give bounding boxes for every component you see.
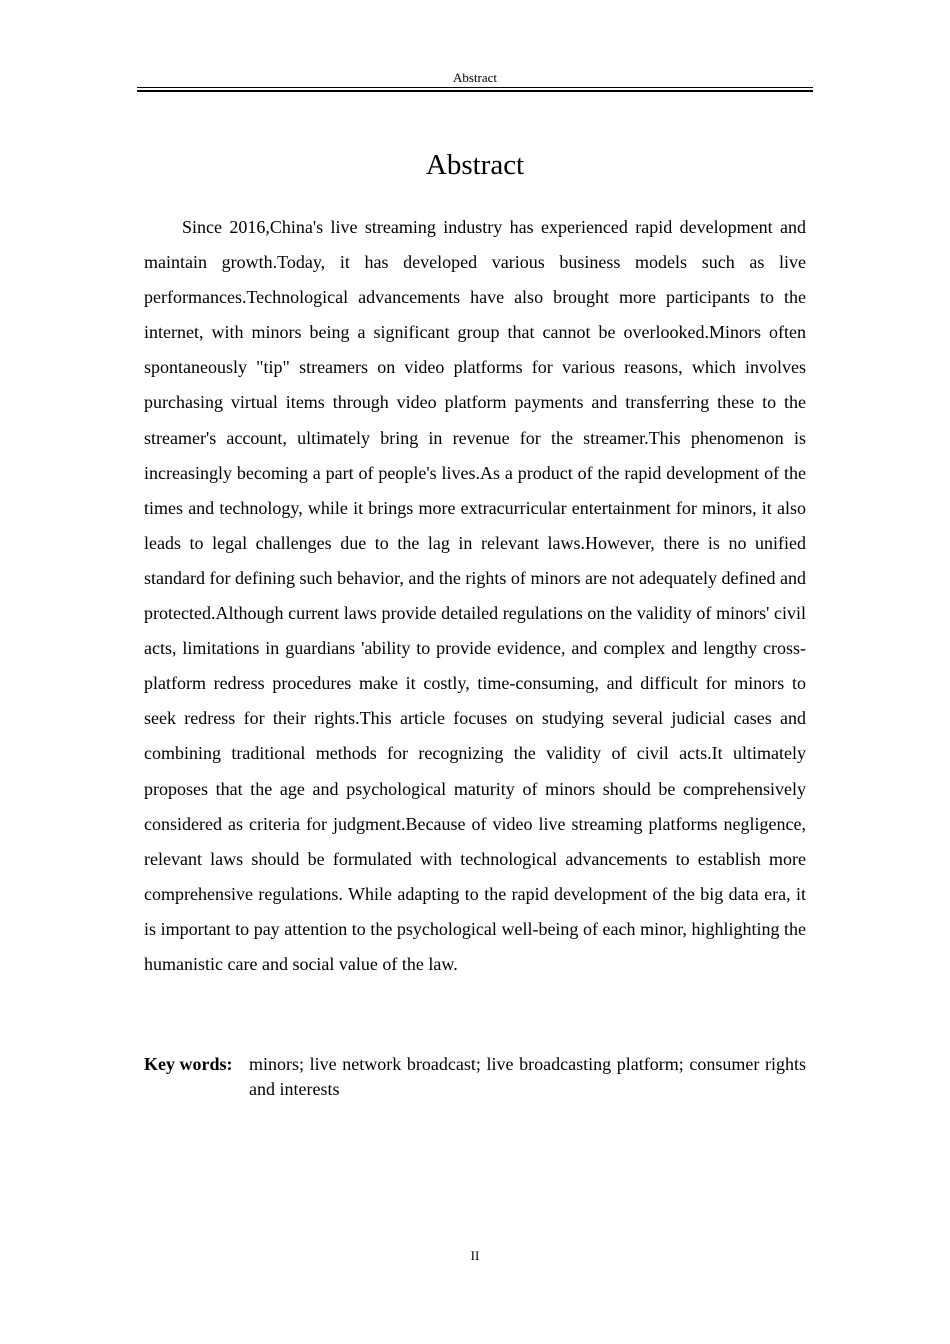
abstract-body: Since 2016,China's live streaming industry has experienced rapid development and maintain growth.Today, it has developed various business models such as live performances.Technological advancements have also brought more participants to the internet, with minors being a significant group that cannot be overlooked.Minors often spontaneously "tip" streamers on video platforms for various reasons, which involves purchasing virtual items through video platform payments and transferring these to the streamer's account, ultimately bring in revenue for the streamer.This phenomenon is increasingly becoming a part of people's lives.As a product of the rapid development of the times and technology, while it brings more extracurricular entertainment for minors, it also leads to legal challenges due to the lag in relevant laws.However, there is no unified standard for defining such behavior, and the rights of minors are not adequately defined and protected.Although current laws provide detailed regulations on the validity of minors' civil acts, limitations in guardians 'ability to provide evidence, and complex and lengthy cross-platform redress procedures make it costly, time-consuming, and difficult for minors to seek redress for their rights.This article focuses on studying several judicial cases and combining traditional methods for recognizing the validity of civil acts.It ultimately proposes that the age and psychological maturity of minors should be comprehensively considered as criteria for judgment.Because of video live streaming platforms negligence, relevant laws should be formulated with technological advancements to establish more comprehensive regulations. While adapting to the rapid development of the big data era, it is important to pay attention to the psychological well-being of each minor, highlighting the humanistic care and social value of the law. — [144, 217, 806, 974]
page-title: Abstract — [425, 149, 525, 181]
header-rule-thick — [137, 90, 813, 93]
keywords-text: minors; live network broadcast; live broadcasting platform; consumer rights and interests — [249, 1054, 806, 1099]
running-header: Abstract — [452, 70, 498, 85]
keywords-label: Key words: — [144, 1054, 233, 1074]
keywords — [144, 1052, 806, 1102]
page-number: II — [470, 1248, 480, 1263]
header-rule-thin — [137, 87, 813, 88]
